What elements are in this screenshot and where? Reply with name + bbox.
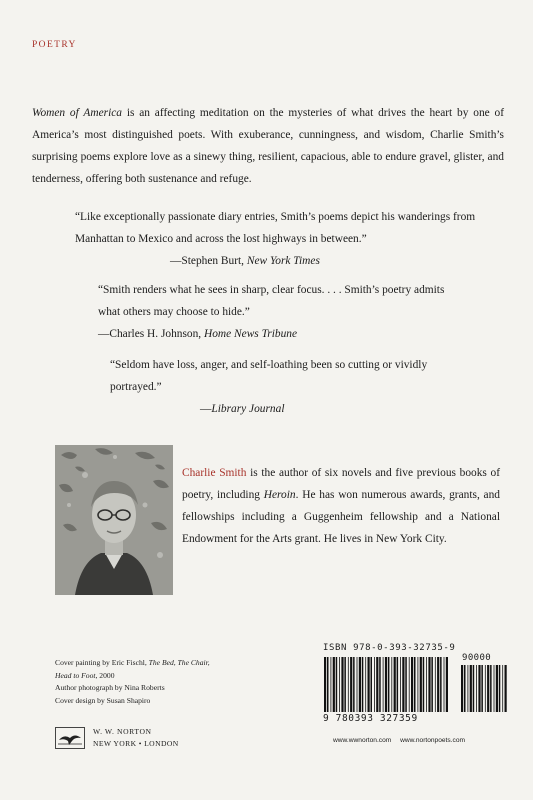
blurb-quote	[110, 354, 430, 420]
intro-text: is an affecting meditation on the mysteries of what drives the heart by one of America’s most distinguished poets. With exuberance, cunningness, and wisdom, Charlie Smith’s surprising poems explore love as a sinewy thing, resilient, capacious, able to endure gravel, glister, and tenderness, offering both sustenance and refuge.	[32, 107, 504, 185]
barcode-bar	[485, 665, 486, 712]
quote-source: New York Times	[246, 255, 320, 267]
barcode-bar	[362, 657, 364, 712]
barcode-bar	[473, 665, 475, 712]
barcode-bar	[353, 657, 355, 712]
quote-text: “Like exceptionally passionate diary entries, Smith’s poems depict his wanderings from Manhattan to Mexico and across the lost highways in between.”	[75, 211, 476, 245]
norton-ship-icon	[55, 727, 85, 749]
quote-text: “Smith renders what he sees in sharp, clear focus. . . . Smith’s poetry admits what others may choose to hide.”	[98, 284, 445, 318]
barcode-bar	[327, 657, 329, 712]
barcode-bar	[411, 657, 413, 712]
publisher-block	[55, 727, 265, 753]
barcode-bar	[359, 657, 361, 712]
quote-source: Home News Tribune	[204, 328, 298, 340]
intro-paragraph	[32, 102, 504, 190]
barcode-bar	[331, 657, 332, 712]
barcode-bar	[371, 657, 373, 712]
barcode-bar	[464, 665, 466, 712]
credit-painting: Cover painting by Eric Fischl, The Bed, The Chair,	[55, 658, 210, 667]
quote-text: “Seldom have loss, anger, and self-loathing been so cutting or vividly portrayed.”	[110, 359, 428, 393]
barcode-bar	[385, 657, 387, 712]
credit-photo: Author photograph by Nina Roberts	[55, 683, 165, 692]
author-photo	[55, 445, 173, 595]
barcode-bar	[365, 657, 366, 712]
barcode-bar	[374, 657, 375, 712]
barcode-bar	[324, 657, 326, 712]
quote-attribution: —Library Journal	[200, 403, 285, 415]
bio-book-title: Heroin	[263, 489, 296, 501]
barcode-bar	[478, 665, 480, 712]
barcode-bar	[446, 657, 448, 712]
barcode-bar	[496, 665, 498, 712]
barcode-bar	[336, 657, 338, 712]
url-norton[interactable]: www.wwnorton.com	[333, 737, 392, 744]
barcode-bar	[426, 657, 427, 712]
barcode-bar	[435, 657, 436, 712]
barcode-bar	[348, 657, 349, 712]
barcode-bar	[400, 657, 401, 712]
barcode-bar	[418, 657, 419, 712]
barcode-bar	[437, 657, 439, 712]
cover-credits	[55, 657, 285, 707]
isbn-number: ISBN 978-0-393-32735-9	[323, 643, 456, 653]
barcode-bar	[431, 657, 433, 712]
barcode-bar	[376, 657, 378, 712]
author-bio: Charlie Smith is the author of six novels and five previous books of poetry, including Heroin. He has won numerous awards, grants, and fellowships including a Guggenheim fellowship and a National Endowment for the Arts grant. He lives in New York City.	[182, 467, 500, 545]
publisher-cities: NEW YORK • LONDON	[93, 739, 179, 748]
url-nortonpoets[interactable]: www.nortonpoets.com	[400, 737, 465, 744]
barcode-bar	[414, 657, 416, 712]
barcode-bar	[428, 657, 430, 712]
barcode-bar	[470, 665, 472, 712]
publisher-name: W. W. NORTON	[93, 727, 152, 736]
barcode-bar	[487, 665, 489, 712]
credit-painting-cont: Head to Foot, 2000	[55, 670, 115, 680]
barcode-bar	[402, 657, 404, 712]
barcode-bar	[502, 665, 503, 712]
ean-barcode	[323, 657, 450, 712]
barcode-bar	[341, 657, 343, 712]
barcode-bar	[388, 657, 390, 712]
barcode-bar	[490, 665, 492, 712]
addon-barcode	[460, 665, 508, 712]
barcode-bar	[344, 657, 346, 712]
barcode-bar	[476, 665, 477, 712]
barcode-bar	[391, 657, 392, 712]
barcode-bar	[420, 657, 422, 712]
barcode-bar	[423, 657, 425, 712]
barcode-bar	[405, 657, 407, 712]
intro-book-title: Women of America	[32, 107, 122, 119]
author-name: Charlie Smith	[182, 467, 247, 479]
quote-attribution: —Stephen Burt, New York Times	[170, 255, 320, 267]
quote-source: Library Journal	[211, 403, 285, 415]
ean-digits: 9 780393 327359	[323, 713, 418, 724]
barcode-bar	[444, 657, 445, 712]
barcode-bar	[409, 657, 410, 712]
barcode-bar	[481, 665, 483, 712]
barcode-bar	[440, 657, 442, 712]
publisher-urls	[333, 737, 465, 744]
barcode-bar	[383, 657, 384, 712]
isbn-barcode	[323, 643, 509, 743]
price-code: 90000	[462, 653, 492, 663]
barcode-bar	[397, 657, 399, 712]
barcode-bar	[350, 657, 352, 712]
barcode-bar	[499, 665, 501, 712]
barcode-bar	[505, 665, 507, 712]
barcode-bar	[333, 657, 335, 712]
barcode-bar	[494, 665, 495, 712]
barcode-bar	[339, 657, 340, 712]
barcode-bar	[379, 657, 381, 712]
barcode-bar	[368, 657, 370, 712]
category-label: POETRY	[32, 40, 77, 50]
barcode-bar	[394, 657, 396, 712]
blurb-quote	[98, 279, 458, 345]
credit-design: Cover design by Susan Shapiro	[55, 695, 151, 705]
barcode-bar	[357, 657, 358, 712]
barcode-bar	[468, 665, 469, 712]
quote-attribution: —Charles H. Johnson, Home News Tribune	[98, 328, 298, 340]
barcode-bar	[461, 665, 463, 712]
blurb-quote	[75, 206, 515, 272]
